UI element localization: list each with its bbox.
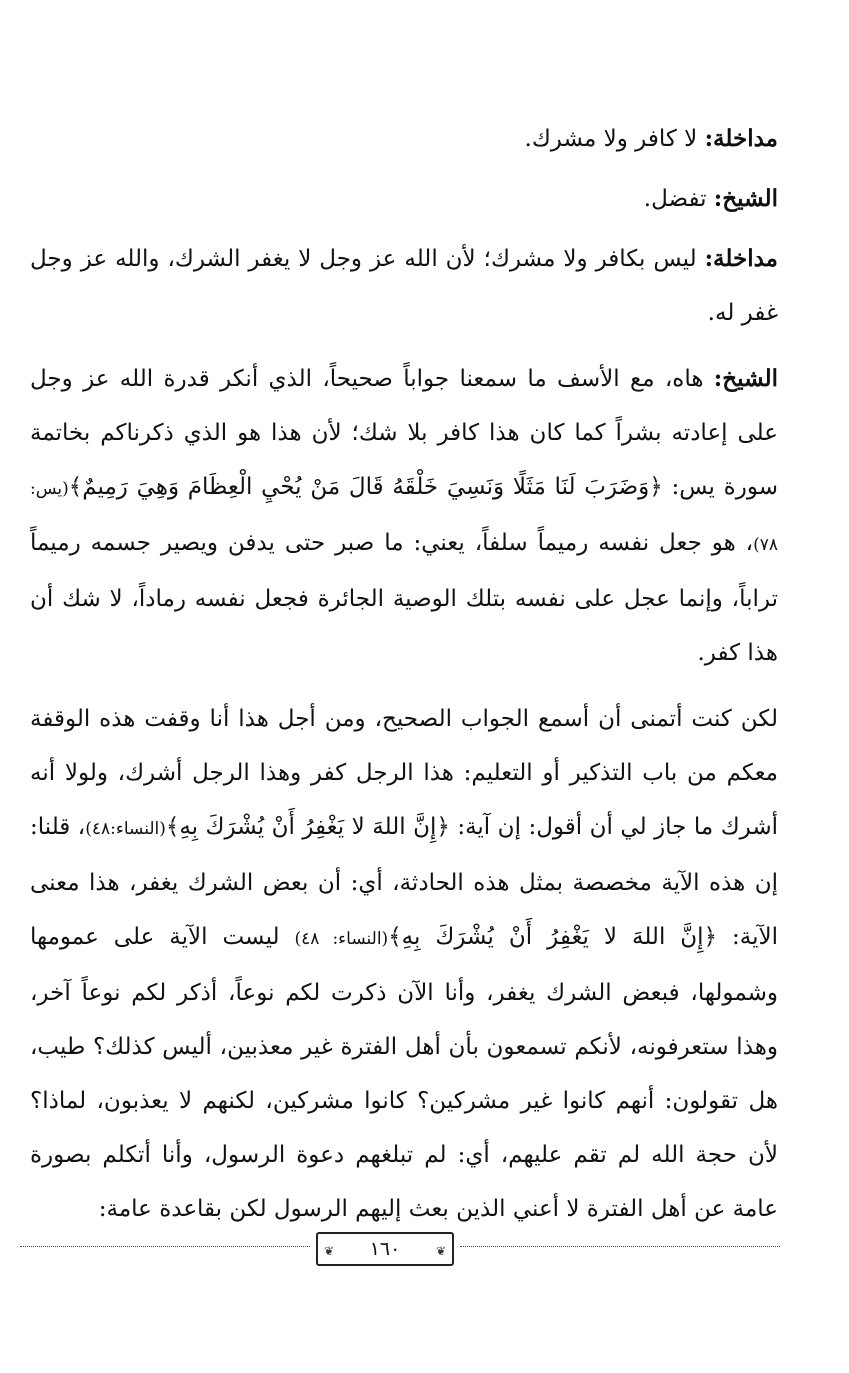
paragraph-1 (30, 112, 778, 166)
speaker-label: مداخلة: (704, 125, 778, 152)
paragraph-text-continued: ، قلنا: إن هذه الآية مخصصة بمثل هذه الحادثة، أي: أن بعض الشرك يغفر، هذا معنى الآية: (30, 814, 779, 950)
paragraph-4 (30, 352, 778, 680)
paragraph-5 (30, 692, 778, 1236)
speaker-label: الشيخ: (713, 185, 778, 212)
paragraph-text-continued: ، هو جعل نفسه رميماً سلفاً، يعني: ما صبر حتى يدفن ويصير جسمه رميماً تراباً، وإنما عجل على نفسه بتلك الوصية الجائرة فجعل نفسه رماداً، لا شك أن هذا كفر. (30, 530, 778, 666)
quran-verse-second: ﴿إِنَّ اللهَ لا يَغْفِرُ أَنْ يُشْرَكَ بِهِ﴾ (388, 924, 718, 950)
speaker-label: الشيخ: (713, 365, 778, 392)
paragraph-text: لا كافر ولا مشرك. (524, 126, 705, 152)
page-footer (20, 1232, 780, 1272)
verse-reference-second: (النساء: ٤٨) (294, 929, 389, 949)
page-number-frame (316, 1232, 454, 1266)
verse-reference: (النساء:٤٨) (85, 819, 166, 839)
paragraph-text: هاه، مع الأسف ما سمعنا جواباً صحيحاً، الذي أنكر قدرة الله عز وجل على إعادته بشراً كما كان هذا كافر بلا شك؛ لأن هذا هو الذي ذكرناكم بخاتمة سورة يس: (30, 366, 778, 500)
paragraph-text: لكن كنت أتمنى أن أسمع الجواب الصحيح، ومن أجل هذا أنا وقفت هذه الوقفة معكم من باب التذكير أو التعليم: هذا الرجل كفر وهذا الرجل أشرك، ولولا أنه أشرك ما جاز لي أن أقول: إن آية: (30, 706, 778, 840)
footer-divider-right (460, 1246, 780, 1247)
ornament-icon: ❦ (324, 1244, 335, 1258)
paragraph-2 (30, 172, 778, 226)
quran-verse: ﴿وَضَرَبَ لَنَا مَثَلًا وَنَسِيَ خَلْقَهُ قَالَ مَنْ يُحْيِ الْعِظَامَ وَهِيَ رَمِيمٌ﴾ (68, 474, 663, 500)
quran-verse: ﴿إِنَّ اللهَ لا يَغْفِرُ أَنْ يُشْرَكَ بِهِ﴾ (165, 814, 450, 840)
speaker-label: مداخلة: (704, 245, 778, 272)
footer-divider-left (20, 1246, 310, 1247)
paragraph-text: ليس بكافر ولا مشرك؛ لأن الله عز وجل لا يغفر الشرك، والله عز وجل غفر له. (30, 246, 778, 326)
paragraph-text-continued-2: ليست الآية على عمومها وشمولها، فبعض الشرك يغفر، وأنا الآن ذكرت لكم نوعاً، أذكر لكم نوعاً آخر، وهذا ستعرفونه، لأنكم تسمعون بأن أهل الفترة غير معذبين، أليس كذلك؟ طيب، هل تقولون: أنهم كانوا غير مشركين؟ كانوا مشركين، لكنهم لا يعذبون، لماذا؟ لأن حجة الله لم تقم عليهم، أي: لم تبلغهم دعوة الرسول، وأنا أتكلم بصورة عامة عن أهل الفترة لا أعني الذين بعث إليهم الرسول لكن بقاعدة عامة: (30, 924, 778, 1222)
page-body (30, 112, 778, 1248)
verse-reference: (يس: ٧٨) (30, 479, 778, 555)
page-number: ١٦٠ (369, 1238, 401, 1260)
ornament-icon: ❦ (435, 1244, 446, 1258)
paragraph-3 (30, 232, 778, 340)
paragraph-text: تفضل. (643, 186, 714, 212)
